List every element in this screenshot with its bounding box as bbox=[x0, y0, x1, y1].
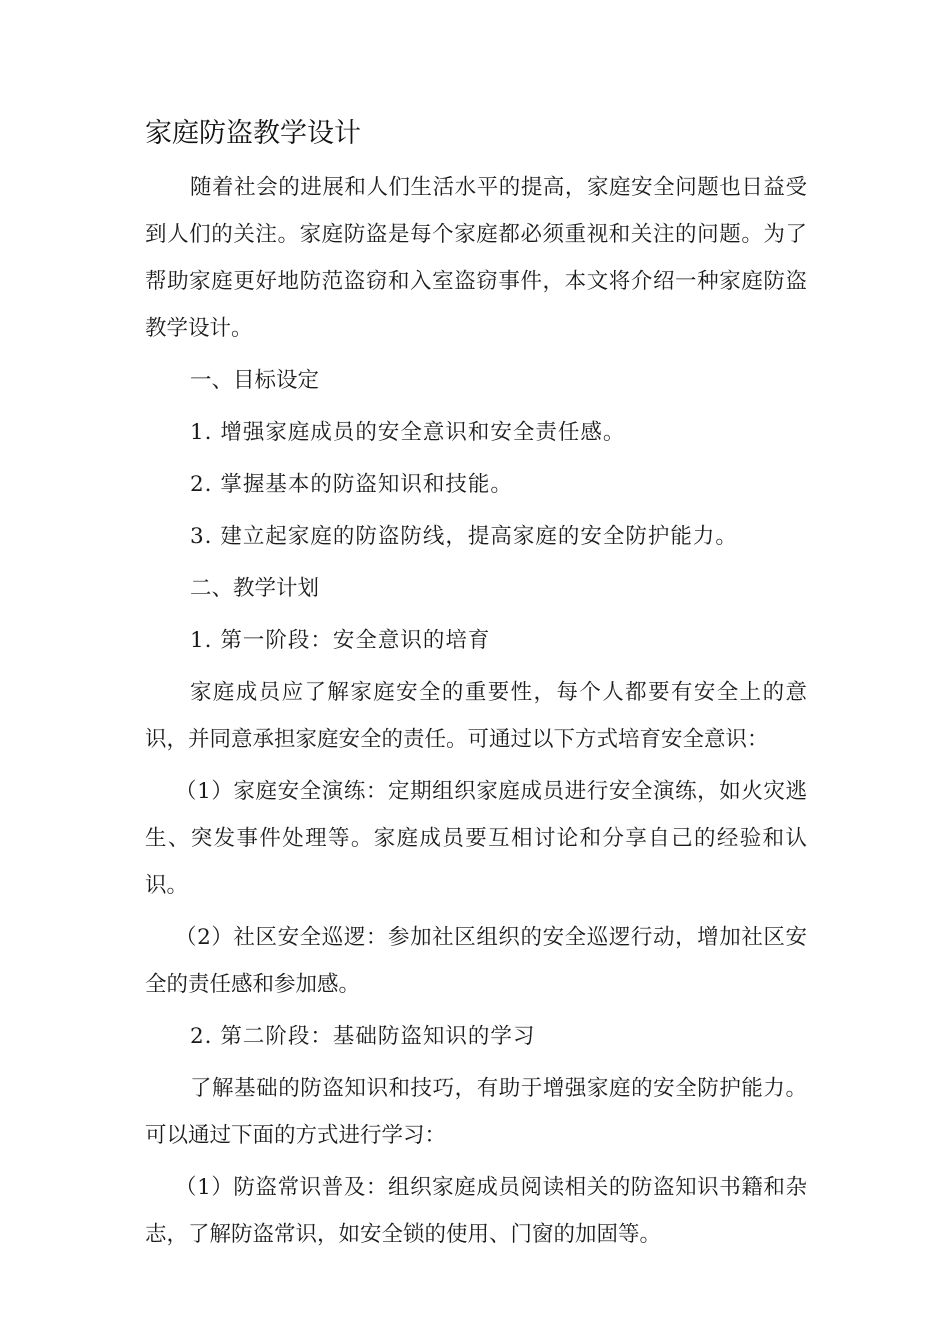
goal-item-3: 3. 建立起家庭的防盗防线，提高家庭的安全防护能力。 bbox=[190, 524, 738, 549]
stage-1-heading: 1. 第一阶段：安全意识的培育 bbox=[190, 628, 491, 653]
goal-item-2: 2. 掌握基本的防盗知识和技能。 bbox=[190, 472, 513, 497]
stage-1-item-2: （2）社区安全巡逻：参加社区组织的安全巡逻行动，增加社区安全的责任感和参加感。 bbox=[145, 925, 807, 997]
intro-paragraph: 随着社会的进展和人们生活水平的提高，家庭安全问题也日益受到人们的关注。家庭防盗是每个家庭都必须重视和关注的问题。为了帮助家庭更好地防范盗窃和入室盗窃事件，本文将介绍一种家庭防盗教学设计。 bbox=[145, 175, 807, 341]
goal-item-1: 1. 增强家庭成员的安全意识和安全责任感。 bbox=[190, 420, 626, 445]
section-heading-plan: 二、教学计划 bbox=[190, 576, 320, 601]
stage-2-heading: 2. 第二阶段：基础防盗知识的学习 bbox=[190, 1024, 536, 1049]
document-body bbox=[145, 164, 807, 1263]
stage-1-item-1: （1）家庭安全演练：定期组织家庭成员进行安全演练，如火灾逃生、突发事件处理等。家庭成员要互相讨论和分享自己的经验和认识。 bbox=[145, 779, 807, 898]
stage-1-paragraph: 家庭成员应了解家庭安全的重要性，每个人都要有安全上的意识，并同意承担家庭安全的责任。可通过以下方式培育安全意识： bbox=[145, 680, 807, 752]
section-heading-goals: 一、目标设定 bbox=[190, 368, 320, 393]
document-title: 家庭防盗教学设计 bbox=[145, 118, 361, 149]
stage-2-item-1: （1）防盗常识普及：组织家庭成员阅读相关的防盗知识书籍和杂志，了解防盗常识，如安全锁的使用、门窗的加固等。 bbox=[145, 1175, 807, 1247]
stage-2-paragraph: 了解基础的防盗知识和技巧，有助于增强家庭的安全防护能力。可以通过下面的方式进行学习： bbox=[145, 1076, 807, 1148]
